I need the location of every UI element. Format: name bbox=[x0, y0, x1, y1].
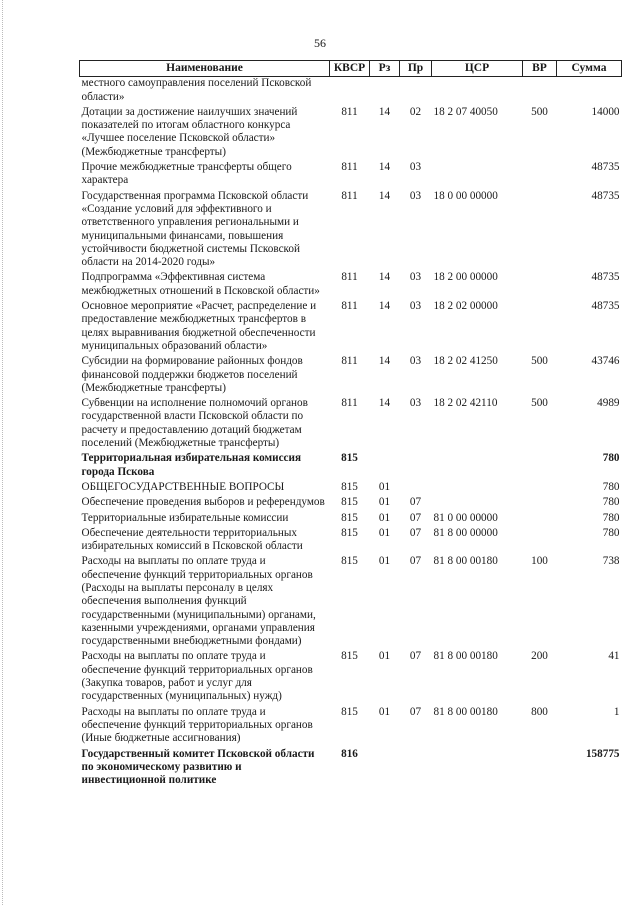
cell-vr bbox=[523, 510, 557, 525]
page-number: 56 bbox=[314, 36, 326, 50]
cell-rz bbox=[370, 77, 400, 104]
cell-kvsr: 811 bbox=[341, 271, 358, 284]
header-sum: Сумма bbox=[557, 61, 622, 77]
table-row bbox=[80, 269, 622, 298]
table-row bbox=[80, 353, 622, 395]
cell-rz bbox=[370, 450, 400, 479]
table-header bbox=[80, 61, 622, 77]
cell-kvsr: 811 bbox=[341, 355, 358, 368]
cell-pr: 02 bbox=[409, 105, 422, 118]
cell-vr bbox=[523, 525, 557, 554]
cell-rz: 01 bbox=[378, 511, 391, 524]
cell-rz: 14 bbox=[378, 271, 391, 284]
cell-csr: 18 2 02 42110 bbox=[433, 397, 498, 410]
cell-csr bbox=[432, 479, 523, 494]
cell-kvsr bbox=[330, 77, 370, 104]
cell-kvsr: 811 bbox=[341, 189, 358, 202]
cell-vr: 800 bbox=[531, 705, 548, 718]
cell-csr: 18 2 02 00000 bbox=[433, 300, 498, 313]
cell-name: Субсидии на формирование районных фондов финансовой поддержки бюджетов поселений (Межбюджетные трансферты) bbox=[81, 355, 303, 394]
cell-csr: 81 0 00 00000 bbox=[433, 511, 498, 524]
cell-kvsr: 815 bbox=[341, 555, 358, 568]
cell-name: Государственный комитет Псковской области по экономическому развитию и инвестиционной политике bbox=[81, 747, 315, 787]
cell-sum: 14000 bbox=[591, 105, 620, 118]
table-row bbox=[80, 746, 622, 788]
cell-kvsr: 811 bbox=[341, 397, 358, 410]
header-name: Наименование bbox=[80, 61, 330, 77]
cell-vr bbox=[523, 159, 557, 188]
header-vr: ВР bbox=[523, 61, 557, 77]
header-kvsr: КВСР bbox=[330, 61, 370, 77]
cell-pr: 03 bbox=[409, 355, 422, 368]
cell-rz: 01 bbox=[378, 555, 391, 568]
cell-sum: 738 bbox=[602, 555, 620, 568]
cell-vr: 500 bbox=[531, 105, 548, 118]
cell-kvsr: 811 bbox=[341, 105, 358, 118]
cell-vr bbox=[523, 746, 557, 788]
table-row bbox=[80, 510, 622, 525]
table-row bbox=[80, 450, 622, 479]
table-row bbox=[80, 479, 622, 494]
table-row bbox=[80, 648, 622, 703]
cell-pr: 03 bbox=[409, 300, 422, 313]
cell-sum: 1 bbox=[613, 705, 620, 718]
cell-rz: 14 bbox=[378, 397, 391, 410]
cell-sum: 780 bbox=[602, 511, 620, 524]
header-pr: Пр bbox=[400, 61, 432, 77]
cell-sum: 4989 bbox=[597, 397, 620, 410]
cell-name: Обеспечение проведения выборов и референдумов bbox=[81, 496, 325, 509]
cell-vr bbox=[523, 188, 557, 270]
table-row bbox=[80, 525, 622, 554]
cell-pr bbox=[400, 479, 432, 494]
cell-vr: 500 bbox=[531, 397, 548, 410]
table-row bbox=[80, 395, 622, 450]
cell-rz: 01 bbox=[378, 650, 391, 663]
cell-vr: 500 bbox=[531, 355, 548, 368]
cell-vr bbox=[523, 450, 557, 479]
cell-csr bbox=[432, 77, 523, 104]
cell-vr bbox=[523, 494, 557, 509]
cell-name: Расходы на выплаты по оплате труда и обеспечение функций территориальных органов (Иные бюджетные ассигнования) bbox=[81, 705, 313, 745]
cell-pr: 03 bbox=[409, 271, 422, 284]
table-row bbox=[80, 159, 622, 188]
table-row bbox=[80, 104, 622, 159]
cell-csr: 18 2 02 41250 bbox=[433, 355, 498, 368]
cell-csr: 81 8 00 00180 bbox=[433, 705, 498, 718]
cell-pr: 03 bbox=[409, 161, 422, 174]
header-csr: ЦСР bbox=[432, 61, 523, 77]
cell-kvsr: 816 bbox=[341, 747, 358, 760]
table-row bbox=[80, 494, 622, 509]
cell-kvsr: 815 bbox=[341, 496, 358, 509]
cell-sum: 158775 bbox=[585, 747, 620, 760]
cell-kvsr: 815 bbox=[341, 480, 358, 493]
cell-sum: 48735 bbox=[591, 300, 620, 313]
cell-pr bbox=[400, 746, 432, 788]
cell-pr: 07 bbox=[409, 526, 422, 539]
cell-kvsr: 815 bbox=[341, 511, 358, 524]
header-rz: Рз bbox=[370, 61, 400, 77]
cell-rz: 01 bbox=[378, 496, 391, 509]
cell-name: Расходы на выплаты по оплате труда и обеспечение функций территориальных органов (Расходы на выплаты персоналу в целях обеспечения выполнения функций государственными (муниципальными) органами, казенными учреждениями, органами управления государственными внебюджетными фондами) bbox=[81, 555, 316, 648]
cell-rz: 01 bbox=[378, 526, 391, 539]
cell-sum: 48735 bbox=[591, 189, 620, 202]
cell-pr: 07 bbox=[409, 511, 422, 524]
cell-name: Государственная программа Псковской области «Создание условий для эффективного и ответственного управления региональными и муниципальными финансами, повышения устойчивости бюджетной системы Псковской области на 2014-2020 годы» bbox=[81, 189, 309, 269]
cell-kvsr: 815 bbox=[341, 705, 358, 718]
cell-rz: 01 bbox=[378, 705, 391, 718]
cell-csr bbox=[432, 159, 523, 188]
cell-name: Субвенции на исполнение полномочий органов государственной власти Псковской области по расчету и предоставлению дотаций бюджетам поселений (Межбюджетные трансферты) bbox=[81, 397, 308, 450]
cell-rz: 01 bbox=[378, 480, 391, 493]
cell-name: Расходы на выплаты по оплате труда и обеспечение функций территориальных органов (Закупка товаров, работ и услуг для государственных (муниципальных) нужд) bbox=[81, 650, 313, 703]
cell-pr: 03 bbox=[409, 397, 422, 410]
cell-csr: 18 2 00 00000 bbox=[433, 271, 498, 284]
cell-csr: 81 8 00 00180 bbox=[433, 650, 498, 663]
cell-vr bbox=[523, 269, 557, 298]
cell-rz bbox=[370, 746, 400, 788]
cell-name: Обеспечение деятельности территориальных избирательных комиссий в Псковской области bbox=[81, 526, 303, 553]
cell-vr bbox=[523, 298, 557, 353]
cell-csr bbox=[432, 746, 523, 788]
cell-rz: 14 bbox=[378, 189, 391, 202]
cell-name: Территориальные избирательные комиссии bbox=[81, 511, 289, 524]
cell-name: Основное мероприятие «Расчет, распределение и предоставление межбюджетных трансфертов в целях выравнивания бюджетной обеспеченности муниципальных образований области» bbox=[81, 300, 317, 352]
cell-sum: 780 bbox=[602, 496, 620, 509]
cell-rz: 14 bbox=[378, 355, 391, 368]
cell-sum: 780 bbox=[602, 526, 620, 539]
cell-kvsr: 815 bbox=[341, 452, 358, 465]
cell-csr bbox=[432, 450, 523, 479]
cell-pr bbox=[400, 77, 432, 104]
budget-table bbox=[79, 60, 622, 787]
cell-sum: 48735 bbox=[591, 271, 620, 284]
cell-pr: 03 bbox=[409, 189, 422, 202]
cell-vr: 100 bbox=[531, 555, 548, 568]
cell-sum: 48735 bbox=[591, 161, 620, 174]
table-body bbox=[80, 77, 622, 788]
cell-csr: 18 0 00 00000 bbox=[433, 189, 498, 202]
cell-csr bbox=[432, 494, 523, 509]
cell-name: ОБЩЕГОСУДАРСТВЕННЫЕ ВОПРОСЫ bbox=[81, 480, 285, 493]
cell-pr: 07 bbox=[409, 650, 422, 663]
table-row bbox=[80, 298, 622, 353]
cell-name: Прочие межбюджетные трансферты общего характера bbox=[81, 161, 292, 187]
table-row bbox=[80, 704, 622, 746]
cell-kvsr: 815 bbox=[341, 526, 358, 539]
cell-rz: 14 bbox=[378, 300, 391, 313]
cell-vr bbox=[523, 77, 557, 104]
scan-edge bbox=[2, 0, 4, 905]
cell-csr: 81 8 00 00180 bbox=[433, 555, 498, 568]
cell-sum: 43746 bbox=[591, 355, 620, 368]
cell-sum: 41 bbox=[608, 650, 620, 663]
cell-sum: 780 bbox=[602, 452, 620, 465]
cell-kvsr: 811 bbox=[341, 161, 358, 174]
cell-name: местного самоуправления поселений Псковской области» bbox=[81, 77, 312, 103]
cell-pr bbox=[400, 450, 432, 479]
cell-rz: 14 bbox=[378, 105, 391, 118]
cell-pr: 07 bbox=[409, 705, 422, 718]
cell-name: Территориальная избирательная комиссия города Пскова bbox=[81, 452, 301, 478]
cell-kvsr: 815 bbox=[341, 650, 358, 663]
cell-vr: 200 bbox=[531, 650, 548, 663]
cell-kvsr: 811 bbox=[341, 300, 358, 313]
table-row bbox=[80, 553, 622, 648]
table-row bbox=[80, 77, 622, 104]
cell-pr: 07 bbox=[409, 496, 422, 509]
cell-pr: 07 bbox=[409, 555, 422, 568]
cell-sum bbox=[557, 77, 622, 104]
cell-csr: 81 8 00 00000 bbox=[433, 526, 498, 539]
cell-sum: 780 bbox=[602, 480, 620, 493]
cell-rz: 14 bbox=[378, 161, 391, 174]
cell-csr: 18 2 07 40050 bbox=[433, 105, 498, 118]
cell-name: Дотации за достижение наилучших значений показателей по итогам областного конкурса «Лучшее поселение Псковской области» (Межбюджетные трансферты) bbox=[81, 105, 298, 158]
cell-vr bbox=[523, 479, 557, 494]
cell-name: Подпрограмма «Эффективная система межбюджетных отношений в Псковской области» bbox=[81, 271, 320, 297]
table-row bbox=[80, 188, 622, 270]
